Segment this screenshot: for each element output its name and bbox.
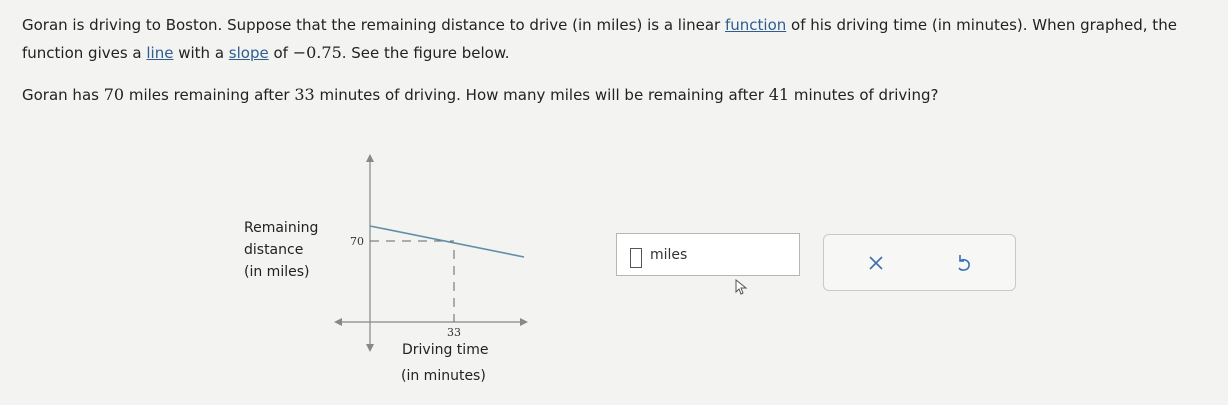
target-minutes-value: 41 xyxy=(768,85,790,104)
line-link[interactable]: line xyxy=(146,44,174,62)
slope-link[interactable]: slope xyxy=(228,44,269,62)
question-text: Goran has xyxy=(22,86,104,104)
answer-box xyxy=(616,233,800,276)
question-text: with a xyxy=(173,44,229,62)
y-axis-up-arrow-icon xyxy=(366,154,374,162)
question-text: minutes of driving. How many miles will be remaining after xyxy=(314,86,769,104)
clear-button[interactable] xyxy=(858,247,894,279)
y-axis-label-line: distance xyxy=(244,242,304,258)
y-tick-label: 70 xyxy=(350,235,364,248)
question-text: of his driving time (in minutes). When graphed, the xyxy=(786,16,1177,34)
x-axis-label-unit: (in minutes) xyxy=(401,368,486,384)
minutes-value: 33 xyxy=(294,85,315,104)
miles-value: 70 xyxy=(103,85,125,104)
y-axis-down-arrow-icon xyxy=(366,344,374,352)
undo-icon xyxy=(955,253,973,273)
x-axis-right-arrow-icon xyxy=(520,318,528,326)
x-axis-label: Driving time xyxy=(402,342,489,358)
x-axis-left-arrow-icon xyxy=(334,318,342,326)
question-text: . See the figure below. xyxy=(341,44,510,62)
y-axis-label xyxy=(244,217,334,283)
distance-time-graph xyxy=(330,150,550,360)
question-paragraph-2 xyxy=(22,81,938,109)
answer-input[interactable] xyxy=(630,248,642,268)
tool-panel xyxy=(823,234,1016,291)
question-text: minutes of driving? xyxy=(789,86,939,104)
x-tick-label: 33 xyxy=(447,326,461,339)
y-axis-label-line: Remaining xyxy=(244,220,319,236)
x-icon xyxy=(868,255,884,271)
question-text: Goran is driving to Boston. Suppose that the remaining distance to drive (in miles) is a linear xyxy=(22,16,725,34)
mouse-cursor-icon xyxy=(735,279,749,295)
question-paragraph-1 xyxy=(22,12,1177,67)
y-axis-label-line: (in miles) xyxy=(244,264,310,280)
unit-label: miles xyxy=(650,247,688,263)
undo-button[interactable] xyxy=(946,247,982,279)
question-text: miles remaining after xyxy=(124,86,295,104)
question-text: function gives a xyxy=(22,44,147,62)
function-link[interactable]: function xyxy=(724,16,787,34)
slope-value: −0.75 xyxy=(292,43,342,62)
question-text: of xyxy=(268,44,293,62)
